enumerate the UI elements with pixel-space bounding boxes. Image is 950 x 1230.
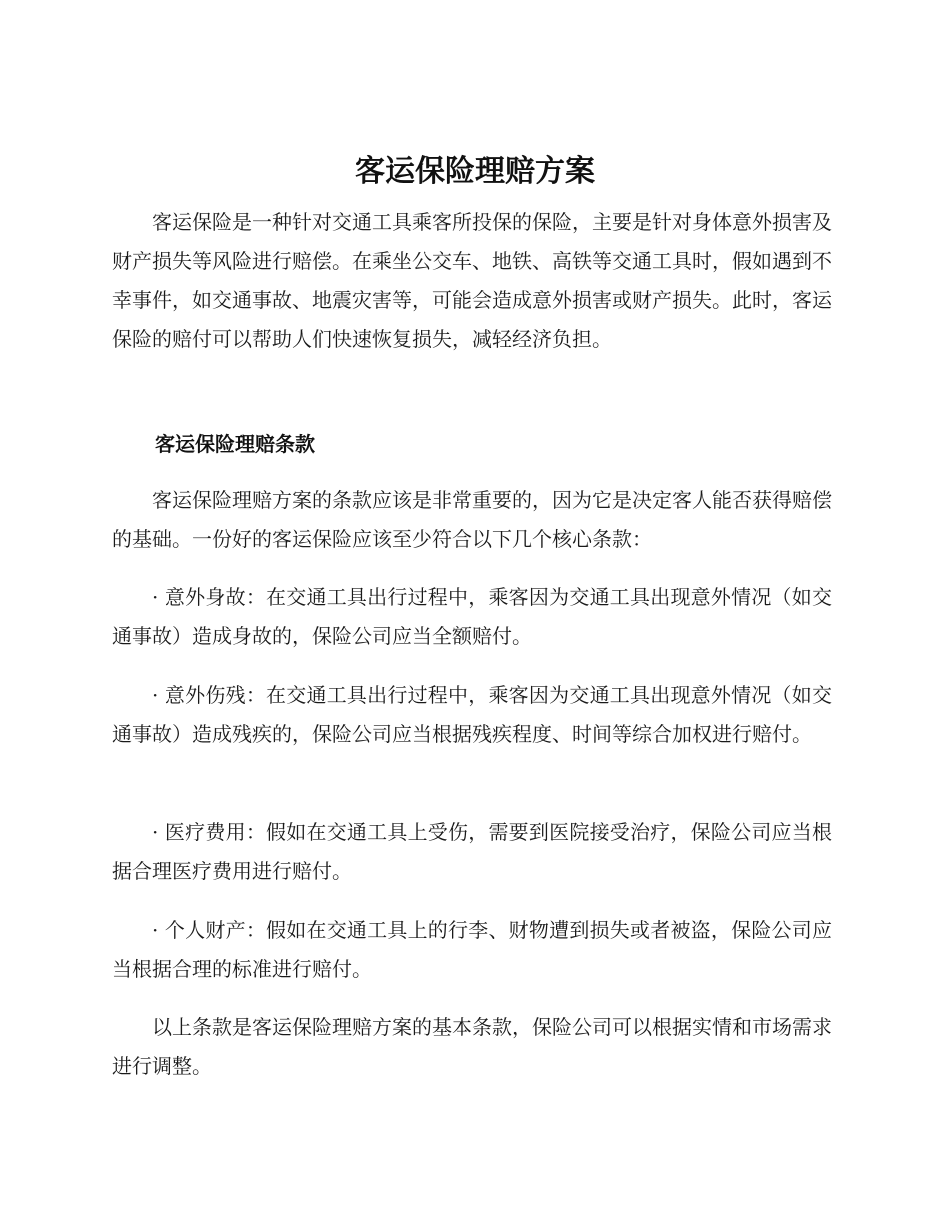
clause-accidental-disability: · 意外伤残：在交通工具出行过程中，乘客因为交通工具出现意外情况（如交通事故）造成残疾的，保险公司应当根据残疾程度、时间等综合加权进行赔付。 [112, 683, 832, 746]
conclusion-paragraph: 以上条款是客运保险理赔方案的基本条款，保险公司可以根据实情和市场需求进行调整。 [112, 1015, 832, 1078]
intro-paragraph: 客运保险是一种针对交通工具乘客所投保的保险，主要是针对身体意外损害及财产损失等风险进行赔偿。在乘坐公交车、地铁、高铁等交通工具时，假如遇到不幸事件，如交通事故、地震灾害等，可能会造成意外损害或财产损失。此时，客运保险的赔付可以帮助人们快速恢复损失，减轻经济负担。 [112, 210, 832, 351]
section-heading: 客运保险理赔条款 [155, 432, 315, 456]
document-title: 客运保险理赔方案 [355, 154, 595, 189]
clause-medical-expenses: · 医疗费用：假如在交通工具上受伤，需要到医院接受治疗，保险公司应当根据合理医疗费用进行赔付。 [112, 820, 832, 883]
clause-accidental-death: · 意外身故：在交通工具出行过程中，乘客因为交通工具出现意外情况（如交通事故）造成身故的，保险公司应当全额赔付。 [112, 585, 832, 648]
clause-personal-property: · 个人财产：假如在交通工具上的行李、财物遭到损失或者被盗，保险公司应当根据合理的标准进行赔付。 [112, 918, 832, 981]
section-intro-paragraph: 客运保险理赔方案的条款应该是非常重要的，因为它是决定客人能否获得赔偿的基础。一份好的客运保险应该至少符合以下几个核心条款： [112, 488, 832, 551]
